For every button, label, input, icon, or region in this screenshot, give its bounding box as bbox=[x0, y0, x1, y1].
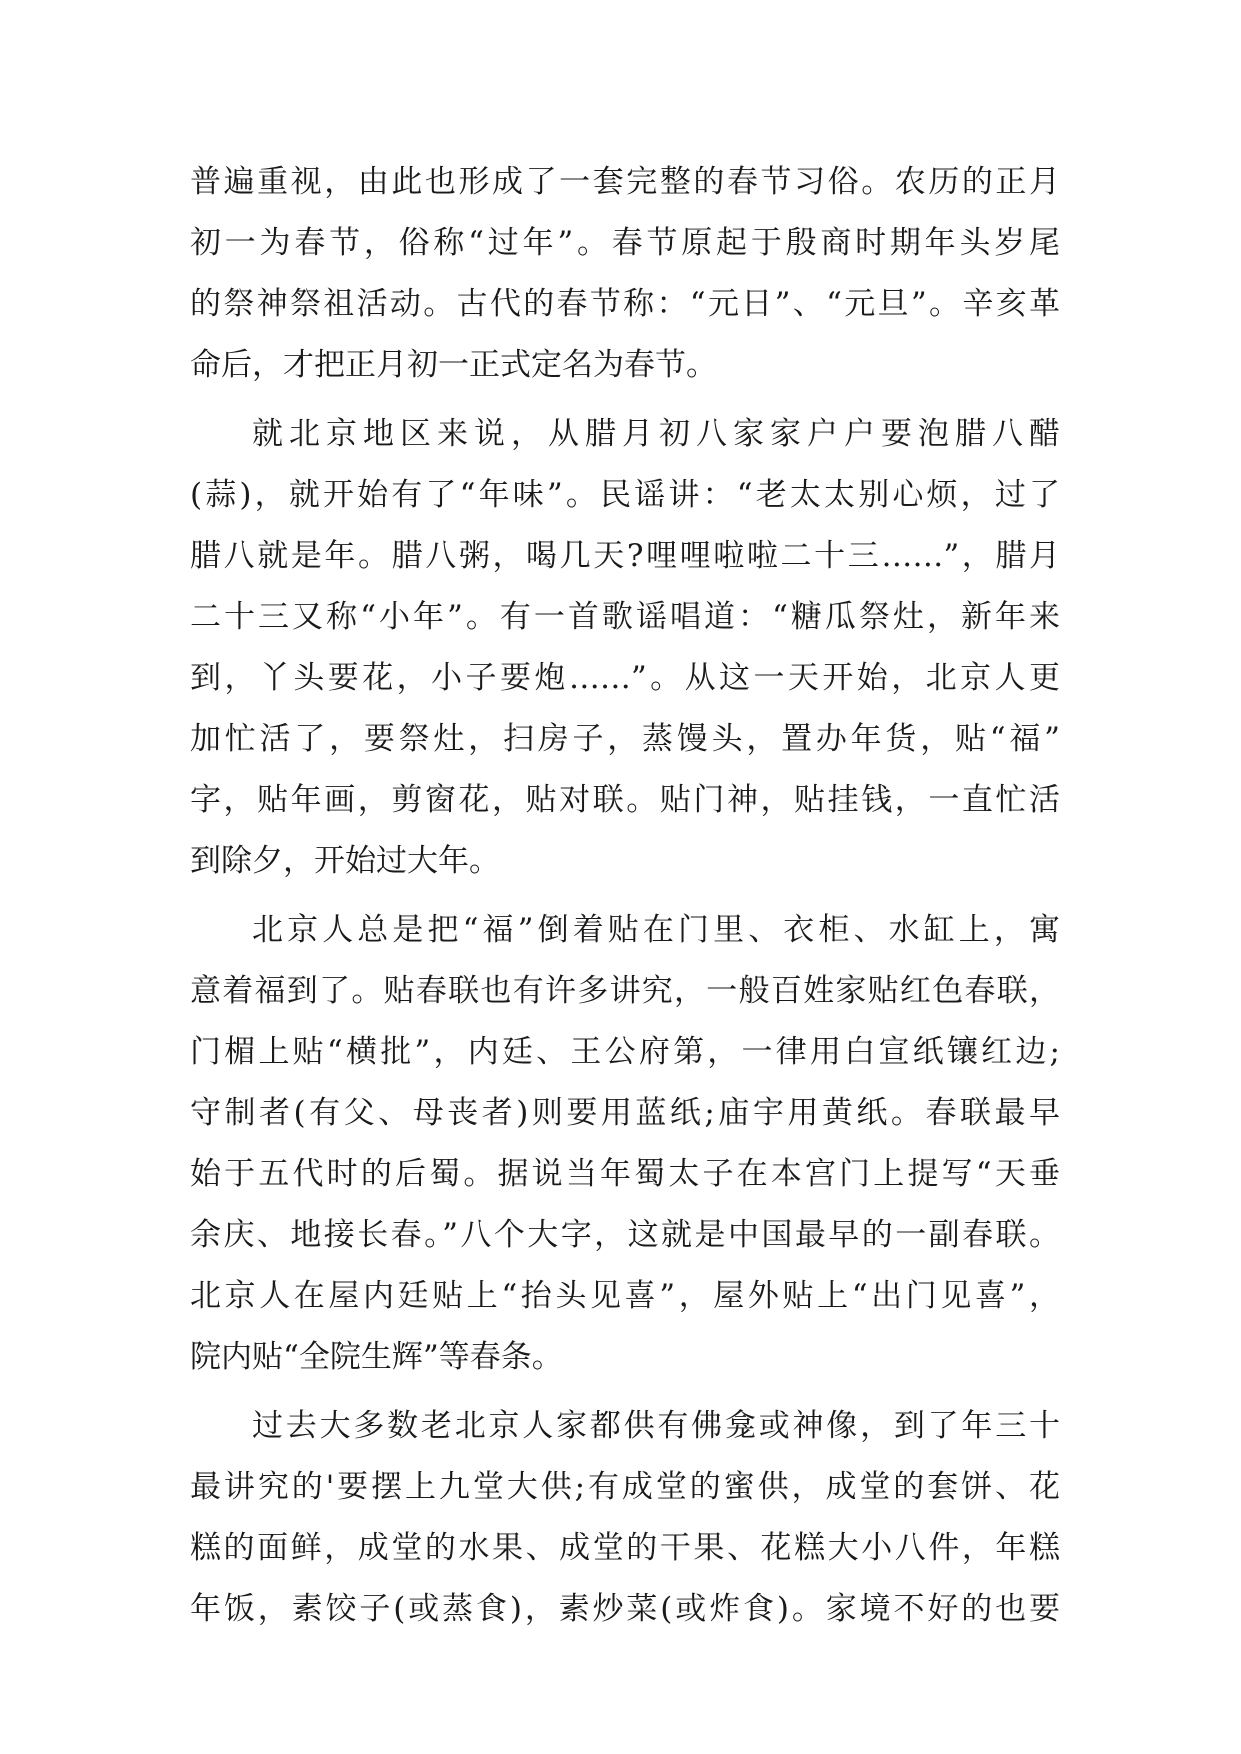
text-line: 加忙活了，要祭灶，扫房子，蒸馒头，置办年货，贴“福” bbox=[190, 721, 1060, 757]
paragraph-2 bbox=[190, 404, 1060, 892]
text-line: 普遍重视，由此也形成了一套完整的春节习俗。农历的正月 bbox=[190, 164, 1060, 200]
text-line: 意着福到了。贴春联也有许多讲究，一般百姓家贴红色春联， bbox=[190, 973, 1060, 1009]
text-line: 初一为春节，俗称“过年”。春节原起于殷商时期年头岁尾 bbox=[190, 225, 1060, 261]
paragraph-4 bbox=[190, 1396, 1060, 1640]
paragraph-3 bbox=[190, 900, 1060, 1388]
text-line: 命后，才把正月初一正式定名为春节。 bbox=[190, 347, 717, 383]
paragraph-1 bbox=[190, 152, 1060, 396]
text-line: 门楣上贴“横批”，内廷、王公府第，一律用白宣纸镶红边; bbox=[190, 1034, 1060, 1070]
text-line: 守制者(有父、母丧者)则要用蓝纸;庙宇用黄纸。春联最早 bbox=[190, 1095, 1060, 1131]
text-line: 北京人在屋内廷贴上“抬头见喜”，屋外贴上“出门见喜”， bbox=[190, 1278, 1060, 1314]
body-text bbox=[190, 152, 1060, 1640]
text-line: 就北京地区来说，从腊月初八家家户户要泡腊八醋 bbox=[252, 416, 1060, 452]
text-line: 的祭神祭祖活动。古代的春节称：“元日”、“元旦”。辛亥革 bbox=[190, 286, 1060, 322]
text-line: 最讲究的'要摆上九堂大供;有成堂的蜜供，成堂的套饼、花 bbox=[190, 1469, 1060, 1505]
text-line: 到，丫头要花，小子要炮……”。从这一天开始，北京人更 bbox=[190, 660, 1060, 696]
text-line: 年饭，素饺子(或蒸食)，素炒菜(或炸食)。家境不好的也要 bbox=[190, 1591, 1060, 1627]
text-line: 院内贴“全院生辉”等春条。 bbox=[190, 1339, 563, 1375]
text-line: 到除夕，开始过大年。 bbox=[190, 843, 500, 879]
text-line: 始于五代时的后蜀。据说当年蜀太子在本宫门上提写“天垂 bbox=[190, 1156, 1060, 1192]
text-line: (蒜)，就开始有了“年味”。民谣讲：“老太太别心烦，过了 bbox=[190, 477, 1060, 513]
text-line: 过去大多数老北京人家都供有佛龛或神像，到了年三十 bbox=[252, 1408, 1060, 1444]
text-line: 二十三又称“小年”。有一首歌谣唱道：“糖瓜祭灶，新年来 bbox=[190, 599, 1060, 635]
text-line: 糕的面鲜，成堂的水果、成堂的干果、花糕大小八件，年糕 bbox=[190, 1530, 1060, 1566]
text-line: 字，贴年画，剪窗花，贴对联。贴门神，贴挂钱，一直忙活 bbox=[190, 782, 1060, 818]
text-line: 腊八就是年。腊八粥，喝几天?哩哩啦啦二十三……”，腊月 bbox=[190, 538, 1060, 574]
text-line: 北京人总是把“福”倒着贴在门里、衣柜、水缸上，寓 bbox=[252, 912, 1060, 948]
text-line: 余庆、地接长春。”八个大字，这就是中国最早的一副春联。 bbox=[190, 1217, 1060, 1253]
